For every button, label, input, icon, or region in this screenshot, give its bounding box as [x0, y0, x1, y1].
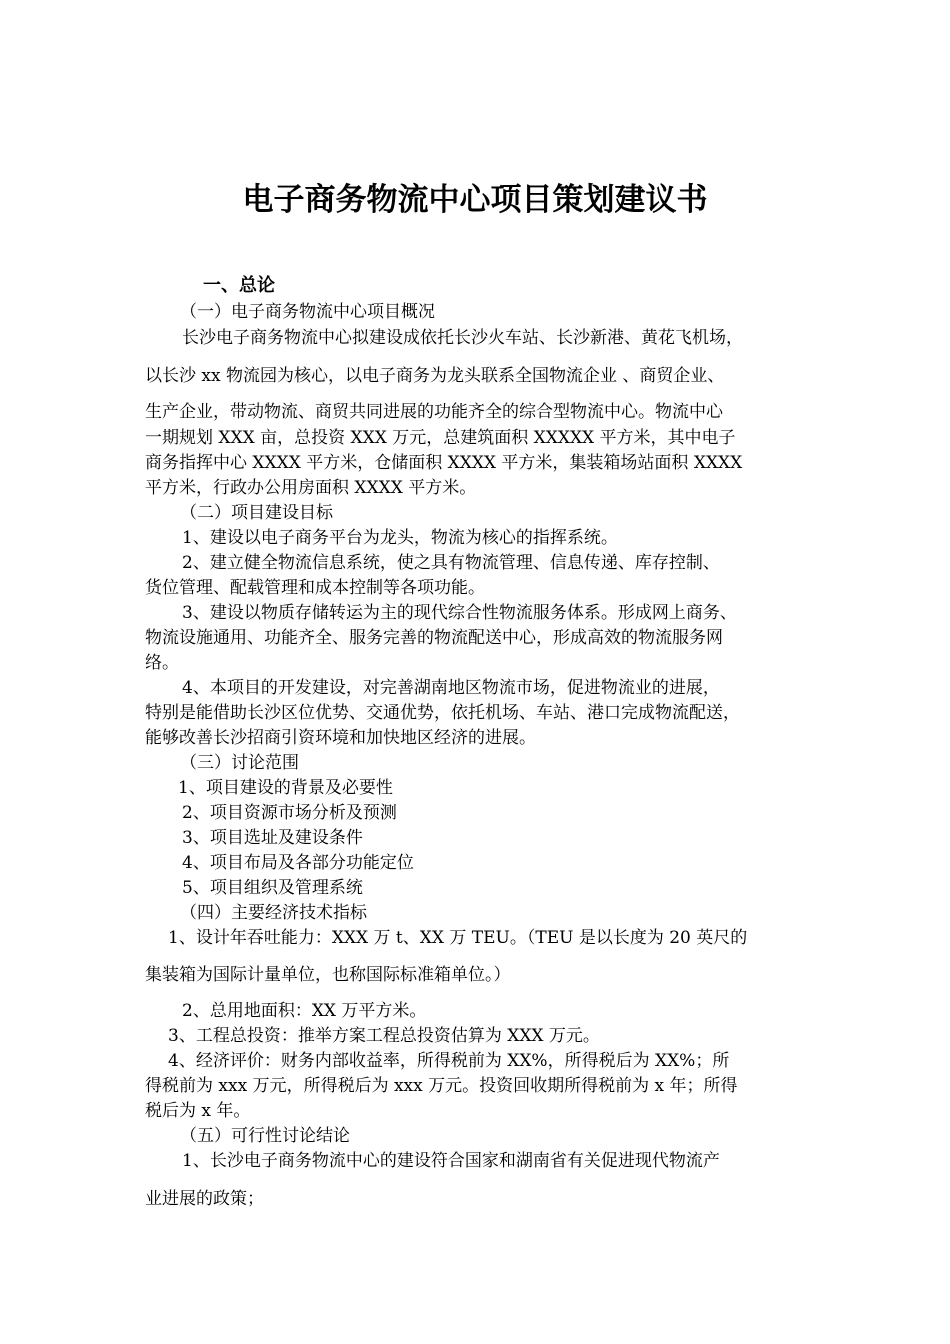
list-item: 2、总用地面积：XX 万平方米。: [182, 1001, 427, 1021]
list-item: 3、工程总投资：推举方案工程总投资估算为 XXX 万元。: [168, 1026, 600, 1046]
paragraph-line: 长沙电子商务物流中心拟建设成依托长沙火车站、长沙新港、黄花飞机场，: [182, 328, 743, 348]
paragraph-line: 平方米，行政办公用房面积 XXXX 平方米。: [145, 478, 477, 498]
paragraph-line: 货位管理、配载管理和成本控制等各项功能。: [145, 578, 485, 598]
paragraph-line: 能够改善长沙招商引资环境和加快地区经济的进展。: [145, 728, 536, 748]
paragraph-line: 络。: [145, 653, 179, 673]
list-item: 1、设计年吞吐能力：XXX 万 t、XX 万 TEU。（TEU 是以长度为 20 英尺的: [168, 928, 748, 948]
paragraph-line: 物流设施通用、功能齐全、服务完善的物流配送中心，形成高效的物流服务网: [145, 628, 723, 648]
list-item: 1、建设以电子商务平台为龙头，物流为核心的指挥系统。: [182, 528, 618, 548]
list-item: 2、项目资源市场分析及预测: [182, 803, 397, 823]
list-item: 2、建立健全物流信息系统，使之具有物流管理、信息传递、库存控制、: [182, 553, 720, 573]
paragraph-line: 以长沙 xx 物流园为核心，以电子商务为龙头联系全国物流企业 、商贸企业、: [145, 366, 725, 386]
list-item: 4、项目布局及各部分功能定位: [182, 853, 414, 873]
subsection-heading: （一）电子商务物流中心项目概况: [180, 302, 435, 322]
paragraph-line: 特别是能借助长沙区位优势、交通优势，依托机场、车站、港口完成物流配送，: [145, 703, 740, 723]
list-item: 3、项目选址及建设条件: [182, 828, 363, 848]
paragraph-line: 得税前为 xxx 万元，所得税后为 xxx 万元。投资回收期所得税前为 x 年；所得: [145, 1076, 738, 1096]
document-title: 电子商务物流中心项目策划建议书: [242, 182, 708, 218]
subsection-heading: （五）可行性讨论结论: [180, 1126, 350, 1146]
list-item: 3、建设以物质存储转运为主的现代综合性物流服务体系。形成网上商务、: [182, 603, 737, 623]
section-heading: 一、总论: [203, 275, 275, 296]
list-item: 1、长沙电子商务物流中心的建设符合国家和湖南省有关促进现代物流产: [182, 1151, 720, 1171]
subsection-heading: （四）主要经济技术指标: [180, 903, 367, 923]
list-item: 1、项目建设的背景及必要性: [178, 778, 393, 798]
paragraph-line: 税后为 x 年。: [145, 1101, 251, 1121]
subsection-heading: （三）讨论范围: [180, 753, 299, 773]
list-item: 4、经济评价：财务内部收益率，所得税前为 XX%，所得税后为 XX%；所: [168, 1051, 730, 1071]
list-item: 4、本项目的开发建设，对完善湖南地区物流市场，促进物流业的进展，: [182, 678, 720, 698]
paragraph-line: 商务指挥中心 XXXX 平方米，仓储面积 XXXX 平方米，集装箱场站面积 XXXX: [145, 453, 743, 473]
paragraph-line: 集装箱为国际计量单位，也称国际标准箱单位。）: [145, 965, 511, 985]
paragraph-line: 业进展的政策；: [145, 1189, 264, 1209]
paragraph-line: 一期规划 XXX 亩，总投资 XXX 万元，总建筑面积 XXXXX 平方米，其中电子: [145, 428, 736, 448]
subsection-heading: （二）项目建设目标: [180, 503, 333, 523]
list-item: 5、项目组织及管理系统: [182, 878, 363, 898]
paragraph-line: 生产企业，带动物流、商贸共同进展的功能齐全的综合型物流中心。物流中心: [145, 402, 723, 422]
